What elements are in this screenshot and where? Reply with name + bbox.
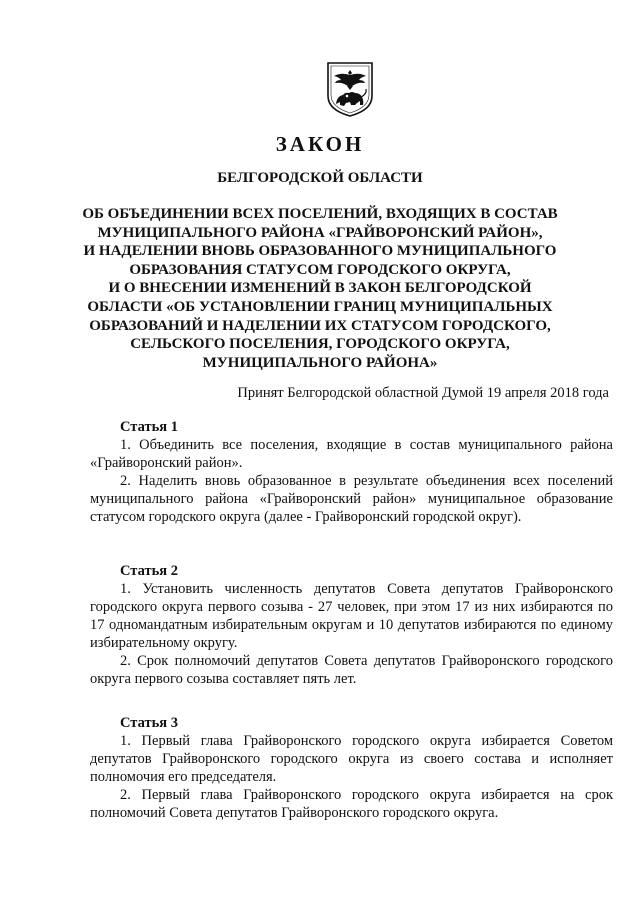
title-line: ОБЛАСТИ «ОБ УСТАНОВЛЕНИИ ГРАНИЦ МУНИЦИПАЛЬНЫХ (87, 298, 553, 315)
article-heading: Статья 1 (120, 419, 178, 435)
title-line: ОБ ОБЪЕДИНЕНИИ ВСЕХ ПОСЕЛЕНИЙ, ВХОДЯЩИХ В СОСТАВ (82, 206, 558, 222)
article-1 (90, 418, 613, 526)
document-region: БЕЛГОРОДСКОЙ ОБЛАСТИ (217, 170, 423, 186)
document-type: ЗАКОН (275, 132, 365, 156)
article-2 (90, 562, 613, 688)
article-heading: Статья 3 (120, 715, 178, 731)
title-line: И НАДЕЛЕНИИ ВНОВЬ ОБРАЗОВАННОГО МУНИЦИПАЛЬНОГО (83, 243, 557, 260)
title-line: И О ВНЕСЕНИИ ИЗМЕНЕНИЙ В ЗАКОН БЕЛГОРОДСКОЙ (108, 280, 532, 297)
article-3 (90, 714, 613, 822)
coat-of-arms-icon (325, 60, 375, 118)
title-line: МУНИЦИПАЛЬНОГО РАЙОНА «ГРАЙВОРОНСКИЙ РАЙОН», (97, 224, 543, 241)
title-line: ОБРАЗОВАНИЯ СТАТУСОМ ГОРОДСКОГО ОКРУГА, (129, 261, 511, 278)
article-paragraph: 1. Объединить все поселения, входящие в состав муниципального района «Грайворонский район». (90, 437, 613, 471)
document-title (0, 205, 640, 372)
article-paragraph: 2. Первый глава Грайворонского городского округа избирается на срок полномочий Совета депутатов Грайворонского городского округа. (90, 787, 613, 821)
title-line: ОБРАЗОВАНИЙ И НАДЕЛЕНИИ ИХ СТАТУСОМ ГОРОДСКОГО, (89, 317, 551, 334)
article-paragraph: 1. Установить численность депутатов Совета депутатов Грайворонского городского округа первого созыва - 27 человек, при этом 17 из них избираются по 17 одномандатным избирательным округам и 10 депутатов избираются по единому избирательному округу. (90, 581, 613, 651)
title-line: МУНИЦИПАЛЬНОГО РАЙОНА» (202, 354, 438, 371)
article-paragraph: 2. Срок полномочий депутатов Совета депутатов Грайворонского городского округа первого созыва составляет пять лет. (90, 653, 613, 687)
article-paragraph: 1. Первый глава Грайворонского городского округа избирается Советом депутатов Грайворонского городского округа из своего состава и исполняет полномочия его председателя. (90, 733, 613, 785)
article-paragraph: 2. Наделить вновь образованное в результате объединения всех поселений муниципального района «Грайворонский район» муниципальное образование статусом городского округа (далее - Грайворонский городской округ). (90, 473, 613, 525)
article-heading: Статья 2 (120, 563, 178, 579)
title-line: СЕЛЬСКОГО ПОСЕЛЕНИЯ, ГОРОДСКОГО ОКРУГА, (130, 336, 510, 353)
adoption-note: Принят Белгородской областной Думой 19 апреля 2018 года (237, 385, 609, 401)
